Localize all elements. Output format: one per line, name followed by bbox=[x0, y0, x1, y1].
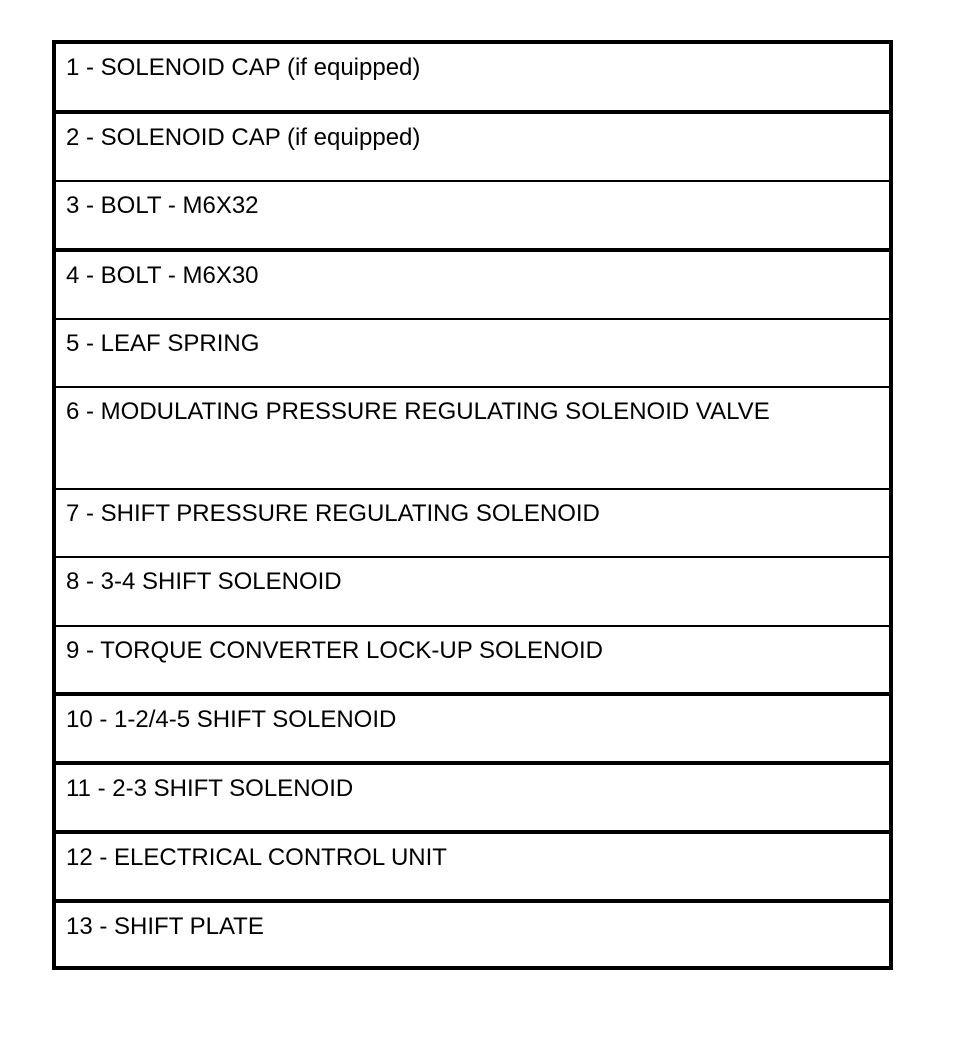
legend-row-9: 9 - TORQUE CONVERTER LOCK-UP SOLENOID bbox=[56, 627, 889, 696]
legend-row-3: 3 - BOLT - M6X32 bbox=[56, 182, 889, 252]
legend-row-6: 6 - MODULATING PRESSURE REGULATING SOLENOID VALVE bbox=[56, 388, 889, 490]
legend-row-8: 8 - 3-4 SHIFT SOLENOID bbox=[56, 558, 889, 627]
legend-row-13: 13 - SHIFT PLATE bbox=[66, 913, 264, 940]
legend-row-12: 12 - ELECTRICAL CONTROL UNIT bbox=[56, 834, 889, 903]
legend-row-2: 2 - SOLENOID CAP (if equipped) bbox=[56, 114, 889, 182]
legend-row-7: 7 - SHIFT PRESSURE REGULATING SOLENOID bbox=[56, 490, 889, 558]
legend-row-5: 5 - LEAF SPRING bbox=[56, 320, 889, 388]
legend-row-4: 4 - BOLT - M6X30 bbox=[56, 252, 889, 320]
legend-row-11: 11 - 2-3 SHIFT SOLENOID bbox=[56, 765, 889, 834]
parts-legend-table bbox=[52, 40, 893, 970]
legend-row-10: 10 - 1-2/4-5 SHIFT SOLENOID bbox=[56, 696, 889, 765]
legend-row-1: 1 - SOLENOID CAP (if equipped) bbox=[56, 44, 889, 114]
